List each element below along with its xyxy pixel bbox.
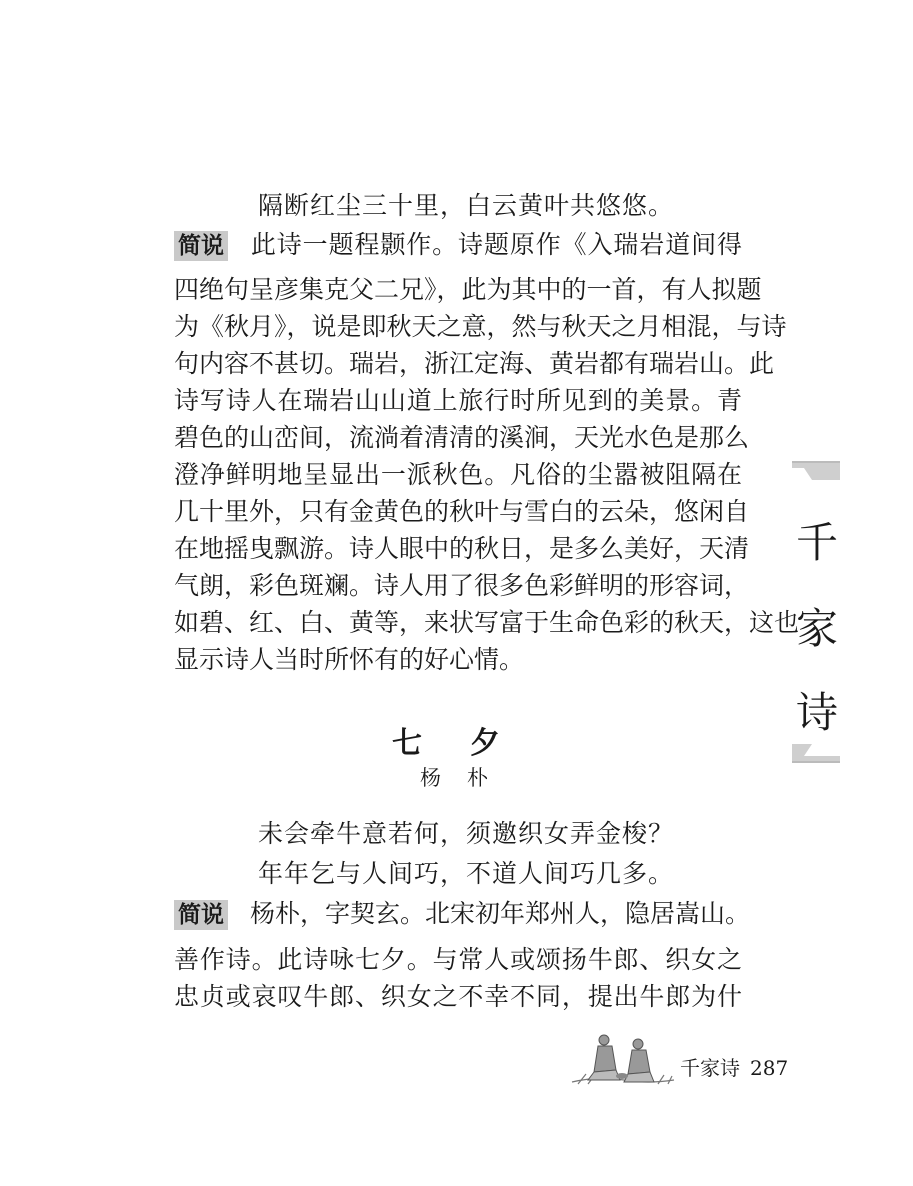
commentary-line: 诗写诗人在瑞岩山山道上旅行时所见到的美景。青 [174, 386, 742, 415]
commentary-line: 澄净鲜明地呈显出一派秋色。凡俗的尘嚣被阻隔在 [174, 460, 742, 489]
commentary-line: 善作诗。此诗咏七夕。与常人或颂扬牛郎、织女之 [174, 945, 742, 974]
tab-char: 家 [796, 604, 839, 653]
commentary-line: 几十里外，只有金黄色的秋叶与雪白的云朵，悠闲自 [174, 497, 750, 526]
poem-line: 隔断红尘三十里，白云黄叶共悠悠。 [258, 191, 675, 220]
commentary-line: 在地摇曳飘游。诗人眼中的秋日，是多么美好，天清 [174, 534, 750, 563]
poem-line: 年年乞与人间巧，不道人间巧几多。 [258, 859, 675, 888]
tab-bottom-bracket-icon [792, 742, 840, 764]
commentary-line: 气朗，彩色斑斓。诗人用了很多色彩鲜明的形容词， [174, 571, 750, 600]
commentary-text: 此诗一题程颢作。诗题原作《入瑞岩道间得 [250, 230, 742, 259]
book-title-tab [792, 460, 840, 766]
tab-char: 诗 [796, 688, 839, 737]
figures-illustration-icon [568, 1030, 678, 1086]
poem-title: 七夕 [392, 726, 548, 761]
page-footer [680, 1052, 788, 1081]
page-number: 287 [750, 1056, 789, 1080]
poem-line: 未会牵牛意若何，须邀织女弄金梭？ [258, 819, 675, 848]
commentary-line: 如碧、红、白、黄等，来状写富于生命色彩的秋天，这也 [174, 608, 800, 637]
commentary-line: 忠贞或哀叹牛郎、织女之不幸不同，提出牛郎为什 [174, 982, 742, 1011]
commentary-tag: 简说 [174, 231, 228, 261]
commentary-text: 杨朴，字契玄。北宋初年郑州人，隐居嵩山。 [250, 899, 751, 928]
commentary-tag: 简说 [174, 900, 228, 930]
commentary-line: 四绝句呈彦集克父二兄》，此为其中的一首，有人拟题 [174, 275, 762, 304]
commentary-line: 显示诗人当时所怀有的好心情。 [174, 645, 525, 674]
commentary-line [174, 897, 751, 931]
tab-top-bracket-icon [792, 460, 840, 482]
commentary-line: 为《秋月》，说是即秋天之意，然与秋天之月相混，与诗 [174, 312, 787, 341]
poem-author: 杨朴 [420, 766, 514, 790]
commentary-line: 碧色的山峦间，流淌着清清的溪涧，天光水色是那么 [174, 423, 750, 452]
commentary-line: 句内容不甚切。瑞岩，浙江定海、黄岩都有瑞岩山。此 [174, 349, 775, 378]
commentary-line [174, 228, 742, 262]
tab-char: 千 [796, 518, 839, 567]
footer-book-title: 千家诗 [680, 1056, 740, 1080]
